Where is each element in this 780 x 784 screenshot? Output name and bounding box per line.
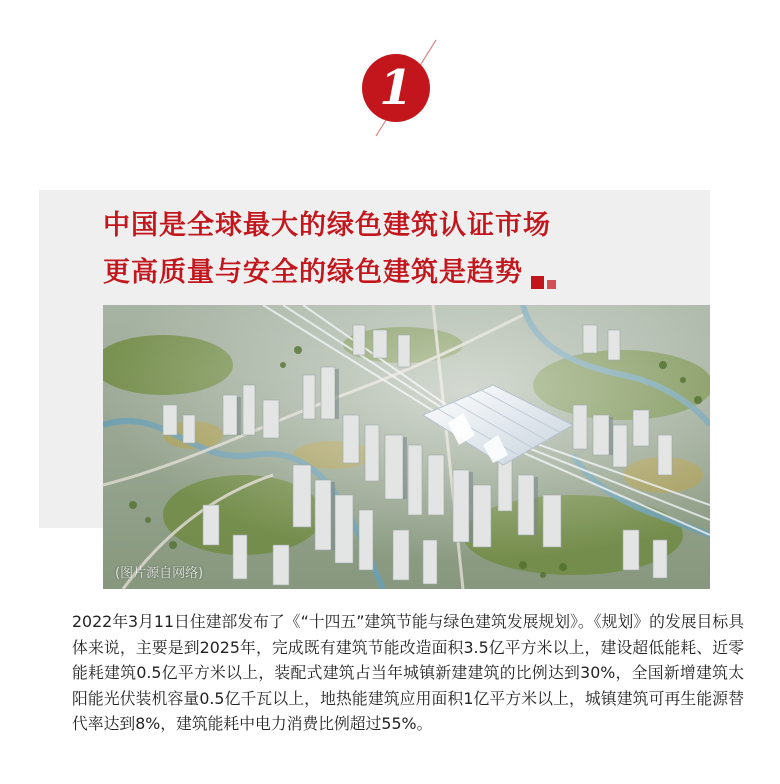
title-squares-decoration [531,258,556,289]
body-paragraph: 2022年3月11日住建部发布了《“十四五”建筑节能与绿色建筑发展规划》。《规划》的发展目标具体来说，主要是到2025年，完成既有建筑节能改造面积3.5亿平方米以上，建设超低能耗、近零能耗建筑0.5亿平方米以上，装配式建筑占当年城镇新建建筑的比例达到30%，全国新增建筑太阳能光伏装机容量0.5亿千瓦以上，地热能建筑应用面积1亿平方米以上，城镇建筑可再生能源替代率达到8%，建筑能耗中电力消费比例超过55%。 [72,612,744,733]
image-caption: (图片源自网络) [115,566,204,581]
section-number-badge [340,38,450,138]
city-illustration [103,305,710,589]
section-number: 1 [379,60,413,116]
headline-line-2: 更高质量与安全的绿色建筑是趋势 [103,250,556,289]
aerial-city-image [103,305,710,589]
headline-line-1: 中国是全球最大的绿色建筑认证市场 [103,210,551,241]
